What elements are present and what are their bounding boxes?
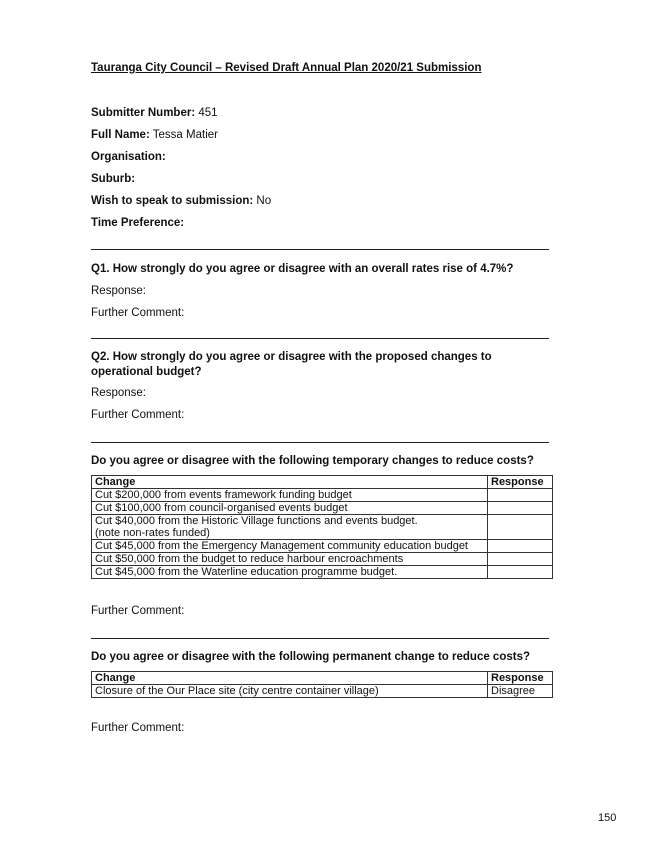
response-cell — [488, 540, 553, 553]
field-value: 451 — [195, 107, 218, 119]
column-header-response: Response — [488, 476, 553, 489]
divider — [91, 338, 549, 339]
table-row — [92, 489, 553, 502]
column-header-change: Change — [92, 476, 488, 489]
response-cell — [488, 502, 553, 515]
field-label: Time Preference: — [91, 217, 185, 229]
field-label: Wish to speak to submission: — [91, 195, 254, 207]
wish-to-speak-field — [91, 195, 271, 207]
table-row — [92, 685, 553, 698]
change-text: Cut $40,000 from the Historic Village functions and events budget. — [95, 515, 418, 527]
response-cell — [488, 515, 553, 540]
organisation-field — [91, 151, 166, 163]
full-name-field — [91, 129, 218, 141]
divider — [91, 442, 549, 443]
permanent-question: Do you agree or disagree with the following permanent change to reduce costs? — [91, 651, 530, 663]
q1-response-label: Response: — [91, 285, 146, 297]
table-row — [92, 566, 553, 579]
q1-comment-label: Further Comment: — [91, 307, 185, 319]
suburb-field — [91, 173, 135, 185]
table-row — [92, 553, 553, 566]
q2-question: Q2. How strongly do you agree or disagree with the proposed changes to operational budget? — [91, 351, 492, 378]
table-row — [92, 540, 553, 553]
field-label: Full Name: — [91, 129, 150, 141]
response-cell: Disagree — [488, 685, 553, 698]
document-title: Tauranga City Council – Revised Draft Annual Plan 2020/21 Submission — [91, 62, 482, 74]
change-cell — [92, 515, 488, 540]
response-cell — [488, 566, 553, 579]
permanent-comment-label: Further Comment: — [91, 722, 185, 734]
field-label: Suburb: — [91, 173, 136, 185]
time-preference-field — [91, 217, 184, 229]
change-cell: Cut $45,000 from the Emergency Management community education budget — [92, 540, 488, 553]
column-header-response: Response — [488, 672, 553, 685]
change-cell: Closure of the Our Place site (city centre container village) — [92, 685, 488, 698]
temporary-changes-table — [91, 475, 553, 579]
field-label: Submitter Number: — [91, 107, 196, 119]
table-row — [92, 502, 553, 515]
change-cell: Cut $100,000 from council-organised events budget — [92, 502, 488, 515]
temporary-comment-label: Further Comment: — [91, 605, 185, 617]
q2-comment-label: Further Comment: — [91, 409, 185, 421]
permanent-change-table — [91, 671, 553, 698]
field-value: No — [253, 195, 272, 207]
field-value: Tessa Matier — [149, 129, 218, 141]
response-cell — [488, 489, 553, 502]
divider — [91, 638, 549, 639]
submitter-number-field — [91, 107, 218, 119]
page-number: 150 — [598, 812, 617, 824]
table-header-row — [92, 476, 553, 489]
temporary-question: Do you agree or disagree with the following temporary changes to reduce costs? — [91, 455, 534, 467]
q1-question: Q1. How strongly do you agree or disagree with an overall rates rise of 4.7%? — [91, 263, 514, 275]
change-cell: Cut $50,000 from the budget to reduce harbour encroachments — [92, 553, 488, 566]
table-header-row — [92, 672, 553, 685]
divider — [91, 249, 549, 250]
table-row — [92, 515, 553, 540]
change-cell: Cut $200,000 from events framework funding budget — [92, 489, 488, 502]
change-note: (note non-rates funded) — [95, 527, 210, 539]
field-label: Organisation: — [91, 151, 166, 163]
column-header-change: Change — [92, 672, 488, 685]
q2-response-label: Response: — [91, 387, 146, 399]
response-cell — [488, 553, 553, 566]
change-cell: Cut $45,000 from the Waterline education programme budget. — [92, 566, 488, 579]
